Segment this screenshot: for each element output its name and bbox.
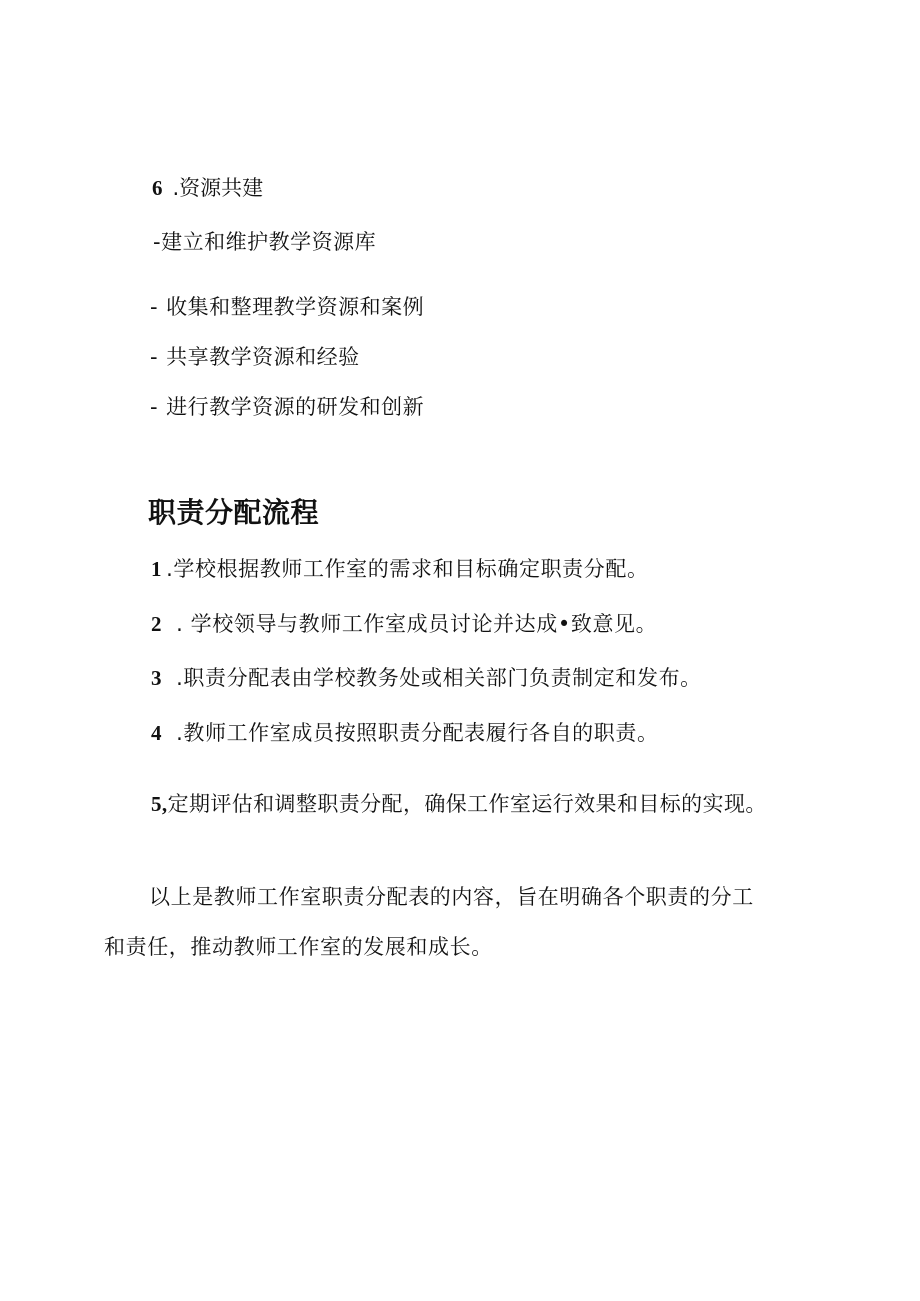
step-text: .职责分配表由学校教务处或相关部门负责制定和发布。: [176, 666, 702, 690]
step-number: 1: [151, 557, 163, 581]
step-number: 2: [151, 612, 163, 636]
list-item: [150, 297, 424, 318]
flow-step: [151, 723, 659, 744]
list-dash: -: [150, 395, 159, 419]
section-title: .资源共建: [172, 176, 264, 200]
conclusion-line-2: 和责任，推动教师工作室的发展和成长。: [104, 935, 493, 959]
list-item-text: 收集和整理教学资源和案例: [166, 295, 425, 319]
step-text: .教师工作室成员按照职责分配表履行各自的职责。: [176, 721, 659, 745]
list-item: [150, 397, 424, 418]
step-text: . 学校领导与教师工作室成员讨论并达成•致意见。: [176, 612, 658, 636]
flow-step: [151, 614, 657, 635]
section-number: 6: [152, 176, 163, 200]
list-dash: -: [150, 345, 159, 369]
list-dash: -: [150, 295, 159, 319]
conclusion-line-1: 以上是教师工作室职责分配表的内容，旨在明确各个职责的分工: [149, 885, 754, 909]
step-number: 5,: [151, 792, 168, 816]
step-number: 4: [151, 721, 163, 745]
step-text: .学校根据教师工作室的需求和目标确定职责分配。: [166, 557, 649, 581]
section-heading: [152, 178, 263, 199]
section-intro: -建立和维护教学资源库: [153, 230, 377, 254]
flow-title: 职责分配流程: [148, 496, 320, 529]
list-item: [150, 347, 360, 368]
flow-step: [151, 668, 702, 689]
flow-step: [151, 794, 767, 815]
flow-step: [151, 559, 649, 580]
step-number: 3: [151, 666, 163, 690]
list-item-text: 共享教学资源和经验: [166, 345, 360, 369]
step-text: 定期评估和调整职责分配，确保工作室运行效果和目标的实现。: [167, 792, 767, 816]
list-item-text: 进行教学资源的研发和创新: [166, 395, 425, 419]
